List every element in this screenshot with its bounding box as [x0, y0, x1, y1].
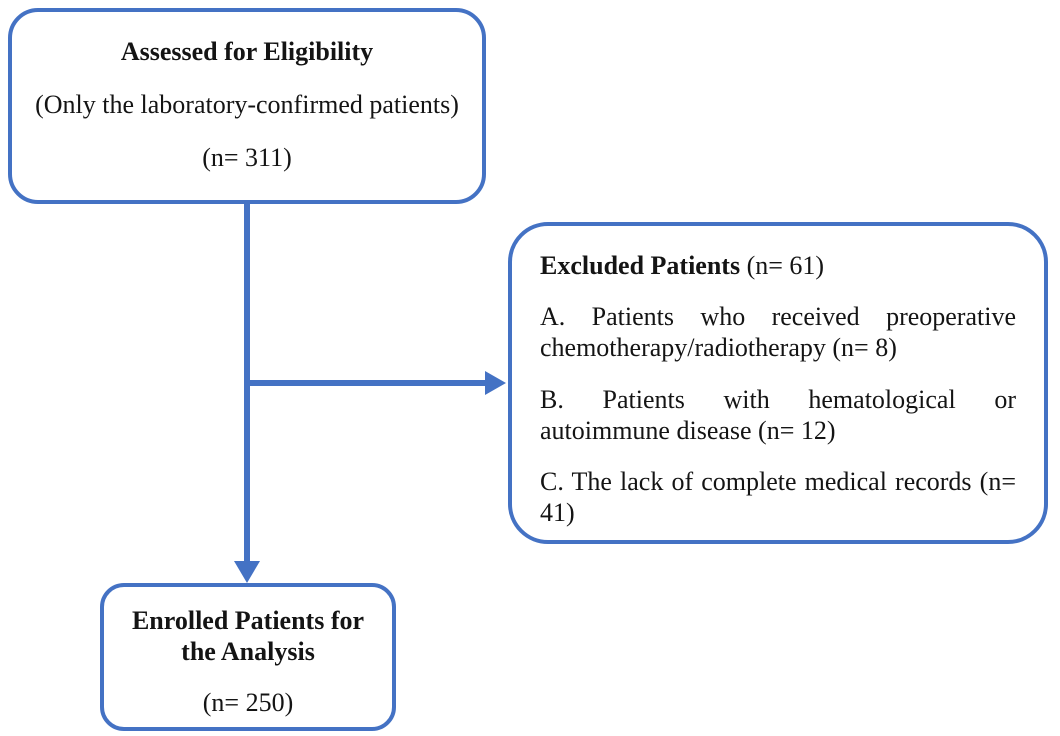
enrolled-title: Enrolled Patients for the Analysis [131, 606, 365, 667]
excluded-heading [540, 250, 1016, 281]
horizontal-connector-line [247, 380, 485, 386]
excluded-item-b: B. Patients with hematological or autoimmune disease (n= 12) [540, 384, 1016, 445]
assessed-subtitle: (Only the laboratory-confirmed patients) [35, 90, 459, 120]
enrolled-patients-box [100, 583, 396, 731]
excluded-item-c: C. The lack of complete medical records (n= 41) [540, 466, 1016, 528]
assessed-eligibility-box [8, 8, 486, 204]
excluded-count: (n= 61) [746, 251, 825, 280]
arrowhead-right-icon [485, 371, 506, 395]
arrowhead-down-icon [234, 561, 260, 583]
excluded-item-a: A. Patients who received preoperative chemotherapy/radiotherapy (n= 8) [540, 302, 1016, 363]
enrolled-count: (n= 250) [202, 688, 294, 718]
assessed-title: Assessed for Eligibility [120, 37, 374, 66]
excluded-patients-box [508, 222, 1048, 544]
assessed-count: (n= 311) [202, 143, 292, 173]
excluded-title: Excluded Patients [540, 251, 741, 280]
